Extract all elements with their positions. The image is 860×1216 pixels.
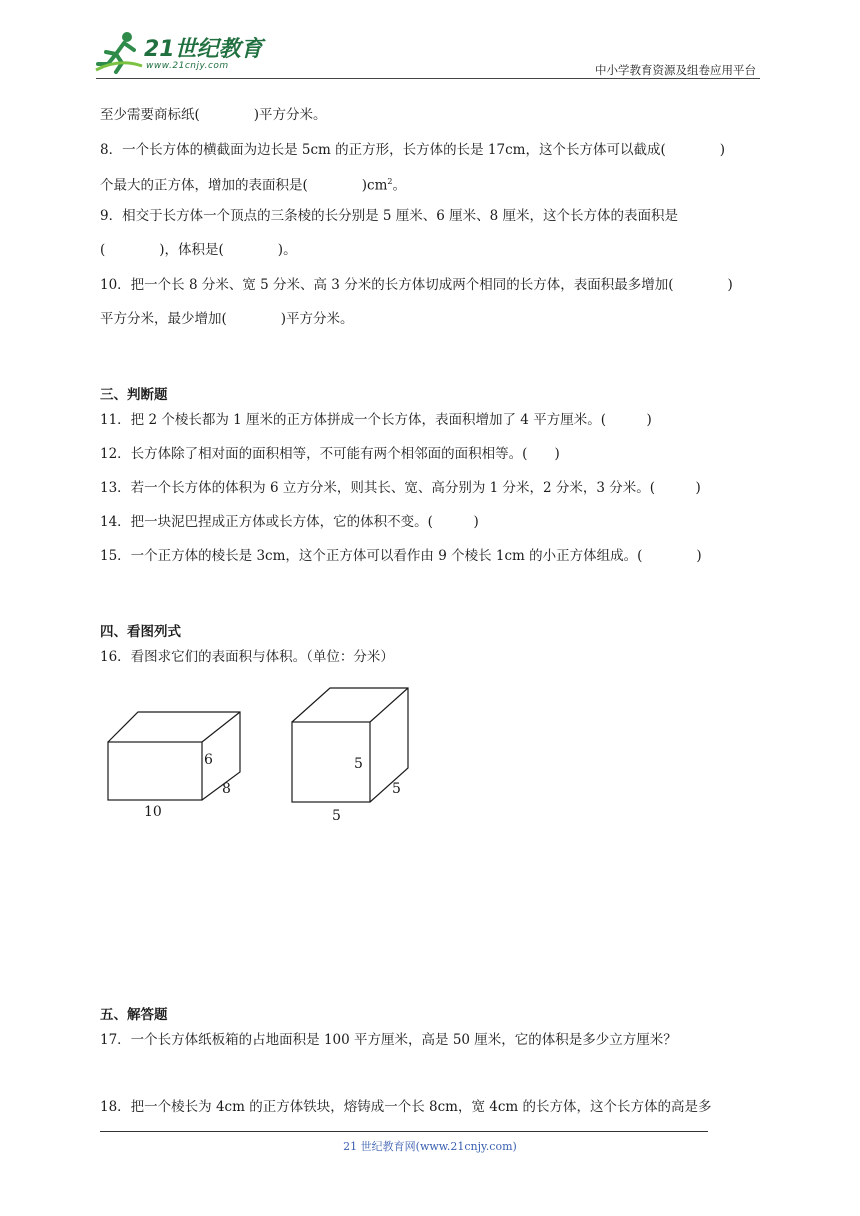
cuboid-height-label: 6 [204, 752, 213, 768]
site-logo [94, 30, 264, 78]
question-13: 13．若一个长方体的体积为 6 立方分米，则其长、宽、高分别为 1 分米，2 分米，3 分米。( ) [100, 480, 701, 496]
question-18: 18．把一个棱长为 4cm 的正方体铁块，熔铸成一个长 8cm，宽 4cm 的长方体，这个长方体的高是多 [100, 1099, 712, 1115]
runner-logo-icon [94, 30, 144, 76]
header-platform-name: 中小学教育资源及组卷应用平台 [595, 63, 756, 77]
question-7-tail: 至少需要商标纸( )平方分米。 [100, 107, 327, 123]
footer-link[interactable]: 21 世纪教育网(www.21cnjy.com) [343, 1140, 517, 1153]
question-9-line1: 9．相交于长方体一个顶点的三条棱的长分别是 5 厘米、6 厘米、8 厘米，这个长方体的表面积是 [100, 208, 679, 224]
cube-side-edge-label: 5 [392, 781, 401, 797]
cube-front-edge-label: 5 [354, 756, 363, 772]
cuboid-diagram [108, 712, 240, 800]
footer-divider [100, 1131, 708, 1132]
question-14: 14．把一块泥巴捏成正方体或长方体，它的体积不变。( ) [100, 514, 479, 530]
question-8-line1: 8．一个长方体的横截面为边长是 5cm 的正方形，长方体的长是 17cm，这个长方体可以截成( ) [100, 142, 725, 158]
question-9-line2: ( )，体积是( )。 [100, 242, 297, 258]
square-superscript: 2 [387, 177, 393, 186]
section-4-title: 四、看图列式 [100, 624, 181, 640]
section-5-title: 五、解答题 [100, 1007, 168, 1023]
question-8-line2 [100, 173, 406, 195]
cube-bottom-edge-label: 5 [332, 808, 341, 824]
question-8-line2-text: 个最大的正方体，增加的表面积是( )cm [100, 177, 388, 194]
cube-diagram [292, 688, 408, 802]
question-8-line2-end: 。 [392, 177, 406, 194]
cuboid-length-label: 10 [144, 804, 162, 820]
question-12: 12．长方体除了相对面的面积相等，不可能有两个相邻面的面积相等。( ) [100, 446, 560, 462]
logo-title: 21世纪教育 [144, 37, 263, 62]
header-divider [96, 78, 760, 79]
question-17: 17．一个长方体纸板箱的占地面积是 100 平方厘米，高是 50 厘米，它的体积是多少立方厘米？ [100, 1032, 677, 1048]
question-10-line1: 10．把一个长 8 分米、宽 5 分米、高 3 分米的长方体切成两个相同的长方体，表面积最多增加( ) [100, 277, 733, 293]
logo-url: www.21cnjy.com [146, 61, 229, 71]
question-16: 16．看图求它们的表面积与体积。（单位：分米） [100, 649, 394, 665]
cuboid-width-label: 8 [222, 781, 231, 797]
cuboid-figure [100, 680, 430, 825]
question-10-line2: 平方分米，最少增加( )平方分米。 [100, 311, 354, 327]
question-11: 11．把 2 个棱长都为 1 厘米的正方体拼成一个长方体，表面积增加了 4 平方厘米。( ) [100, 412, 652, 428]
section-3-title: 三、判断题 [100, 387, 168, 403]
question-15: 15．一个正方体的棱长是 3cm，这个正方体可以看作由 9 个棱长 1cm 的小正方体组成。( ) [100, 548, 702, 564]
